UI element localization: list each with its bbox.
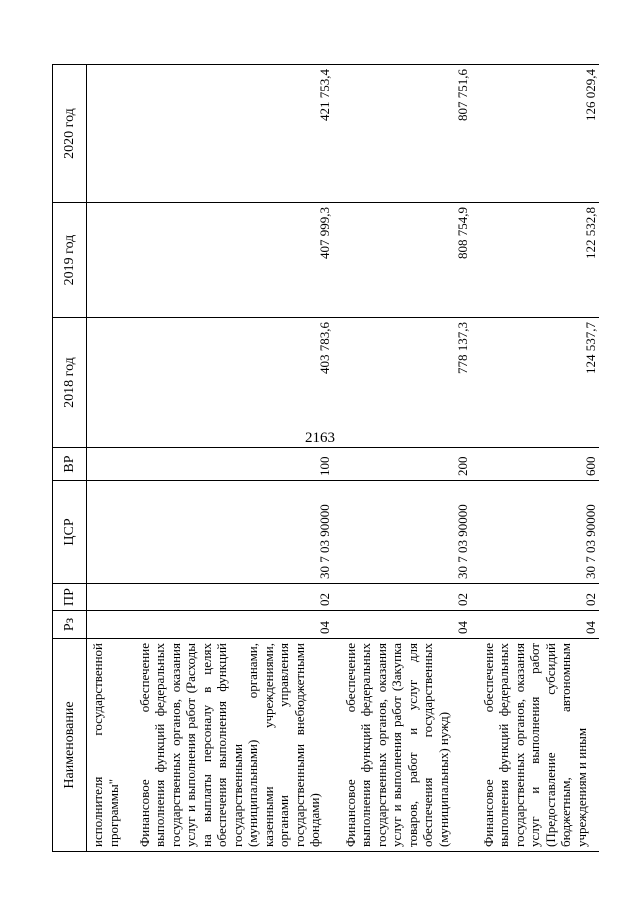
- row-rz: 04: [131, 611, 333, 639]
- table-header-row: [53, 65, 87, 852]
- header-2020: 2020 год: [53, 65, 87, 203]
- row-2020: [87, 65, 131, 203]
- row-name: исполнителя государственной программы": [87, 639, 131, 852]
- row-2018: [87, 318, 131, 448]
- header-vr: ВР: [53, 448, 87, 481]
- row-csr: 30 7 03 90000: [131, 481, 333, 584]
- row-rz: [87, 611, 131, 639]
- row-vr: [87, 448, 131, 481]
- row-name: Финансовое обеспечение выполнения функций федеральных государственных органов, оказания услуг и выполнения работ (Предоставление субсидий бюджетным, автономным учреждениям и иным: [471, 639, 599, 852]
- row-2019: 808 754,9: [333, 203, 471, 318]
- row-pr: 02: [333, 584, 471, 611]
- row-csr: 30 7 03 90000: [471, 481, 599, 584]
- row-vr: 200: [333, 448, 471, 481]
- row-2018: 124 537,7: [471, 318, 599, 448]
- header-csr: ЦСР: [53, 481, 87, 584]
- table-row: [471, 65, 599, 852]
- row-csr: 30 7 03 90000: [333, 481, 471, 584]
- header-2019: 2019 год: [53, 203, 87, 318]
- row-pr: 02: [131, 584, 333, 611]
- header-name: Наименование: [53, 639, 87, 852]
- row-2020: 126 029,4: [471, 65, 599, 203]
- row-vr: 600: [471, 448, 599, 481]
- row-vr: 100: [131, 448, 333, 481]
- rotated-table-container: [52, 65, 598, 852]
- table-row: [87, 65, 131, 852]
- row-name: Финансовое обеспечение выполнения функций федеральных государственных органов, оказания услуг и выполнения работ (Закупка товаров, работ и услуг для обеспечения государственных (муниципальных) нужд): [333, 639, 471, 852]
- page-number: 2163: [305, 430, 335, 446]
- row-csr: [87, 481, 131, 584]
- table-row: [131, 65, 333, 852]
- row-pr: [87, 584, 131, 611]
- row-rz: 04: [471, 611, 599, 639]
- row-2018: 403 783,6: [131, 318, 333, 448]
- row-2019: [87, 203, 131, 318]
- table-row: [333, 65, 471, 852]
- row-2019: 122 532,8: [471, 203, 599, 318]
- row-pr: 02: [471, 584, 599, 611]
- header-pr: ПР: [53, 584, 87, 611]
- row-2018: 778 137,3: [333, 318, 471, 448]
- row-name: Финансовое обеспечение выполнения функций федеральных государственных органов, оказания услуг и выполнения работ (Расходы на выплаты персоналу в целях обеспечения выполнения функций государственными (муниципальными) органами, казенными учреждениями, органами управления государственными внебюджетными фондами): [131, 639, 333, 852]
- header-rz: Рз: [53, 611, 87, 639]
- row-2020: 421 753,4: [131, 65, 333, 203]
- row-2020: 807 751,6: [333, 65, 471, 203]
- budget-table: [52, 64, 599, 852]
- row-rz: 04: [333, 611, 471, 639]
- header-2018: 2018 год: [53, 318, 87, 448]
- row-2019: 407 999,3: [131, 203, 333, 318]
